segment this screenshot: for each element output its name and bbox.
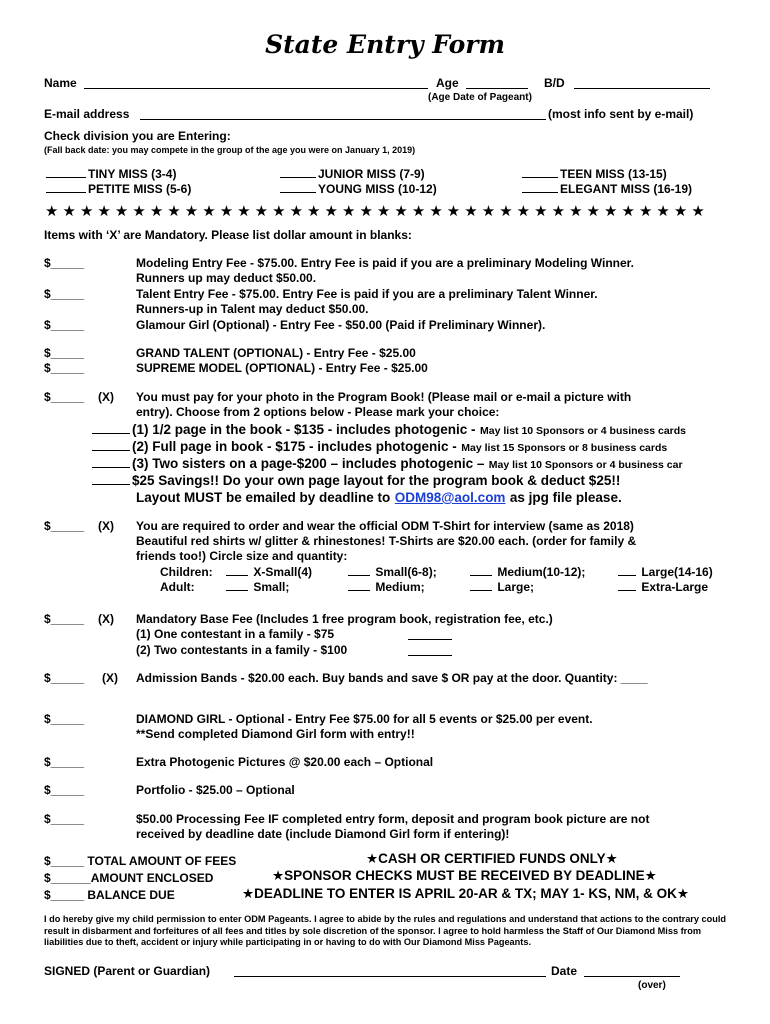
supreme-model-amount[interactable]: $_____ <box>44 361 85 375</box>
photo-option-two-sisters[interactable]: (3) Two sisters on a page-$200 – includes photogenic – May list 10 Sponsors or 4 business car <box>90 455 683 473</box>
child-size-medium[interactable]: Medium(10-12); <box>468 565 585 579</box>
diamond-amount[interactable]: $_____ <box>44 712 85 726</box>
amount-enclosed[interactable]: $______AMOUNT ENCLOSED <box>44 871 214 885</box>
division-tiny[interactable]: TINY MISS (3-4) <box>44 167 176 181</box>
bd-label: B/D <box>544 76 565 90</box>
admission-bands: Admission Bands - $20.00 each. Buy bands and save $ OR pay at the door. Quantity: ____ <box>136 671 648 685</box>
division-note: (Fall back date: you may compete in the group of the age you were on January 1, 2019) <box>44 145 416 155</box>
portfolio-amount[interactable]: $_____ <box>44 783 85 797</box>
tshirt-amount[interactable]: $_____ <box>44 519 85 533</box>
division-junior[interactable]: JUNIOR MISS (7-9) <box>278 167 425 181</box>
processing-amount[interactable]: $_____ <box>44 812 85 826</box>
child-size-xsmall[interactable]: X-Small(4) <box>224 565 312 579</box>
tshirt-mandatory-mark: (X) <box>98 519 114 533</box>
over-note: (over) <box>638 980 666 991</box>
star-icon: ★ <box>272 868 285 883</box>
division-elegant[interactable]: ELEGANT MISS (16-19) <box>520 182 692 196</box>
children-label: Children: <box>160 565 213 579</box>
grand-talent-amount[interactable]: $_____ <box>44 346 85 360</box>
portfolio-fee: Portfolio - $25.00 – Optional <box>136 783 295 797</box>
signed-label: SIGNED (Parent or Guardian) <box>44 964 211 978</box>
photo-mandatory-mark: (X) <box>98 390 114 404</box>
glamour-amount[interactable]: $_____ <box>44 318 85 332</box>
adult-size-xlarge[interactable]: Extra-Large <box>616 580 708 594</box>
division-young[interactable]: YOUNG MISS (10-12) <box>278 182 437 196</box>
legal-text: I do hereby give my child permission to enter ODM Pageants. I agree to abide by the rules and regulations and understand that actions to the contrary could result in disbarment and forfeitures of all fees and titles by sole discretion of the sponsor. I agree to hold harmless the Staff of Our Diamond Miss from liabilities due to theft, accident or injury while participating in or having to do with Our Diamond Miss Pageants. <box>44 914 727 947</box>
talent-fee-line2: Runners-up in Talent may deduct $50.00. <box>136 302 369 316</box>
layout-email-note: Layout MUST be emailed by deadline to ODM98@aol.com as jpg file please. <box>136 490 622 505</box>
base-fee-mandatory-mark: (X) <box>98 612 114 626</box>
talent-fee-line1: Talent Entry Fee - $75.00. Entry Fee is paid if you are a preliminary Talent Winner. <box>136 287 598 301</box>
tshirt-line1: You are required to order and wear the official ODM T-Shirt for interview (same as 2018) <box>136 519 634 533</box>
adult-size-large[interactable]: Large; <box>468 580 534 594</box>
photo-amount[interactable]: $_____ <box>44 390 85 404</box>
photo-line2: entry). Choose from 2 options below - Please mark your choice: <box>136 405 500 419</box>
photo-line1: You must pay for your photo in the Program Book! (Please mail or e-mail a picture with <box>136 390 632 404</box>
deadline-notice: ★DEADLINE TO ENTER IS APRIL 20-AR & TX; MAY 1- KS, NM, & OK★ <box>242 886 690 901</box>
star-icon: ★ <box>644 868 657 883</box>
adult-size-small[interactable]: Small; <box>224 580 289 594</box>
photo-option-own-layout[interactable]: $25 Savings!! Do your own page layout for the program book & deduct $25!! <box>90 472 620 490</box>
email-label: E-mail address <box>44 107 130 121</box>
child-size-large[interactable]: Large(14-16) <box>616 565 713 579</box>
star-icon: ★ <box>676 886 690 901</box>
date-label: Date <box>551 964 578 978</box>
bd-field[interactable] <box>574 88 710 89</box>
base-fee-amount[interactable]: $_____ <box>44 612 85 626</box>
supreme-model-fee: SUPREME MODEL (OPTIONAL) - Entry Fee - $25.00 <box>136 361 428 375</box>
modeling-amount[interactable]: $_____ <box>44 256 85 270</box>
two-contestants-field[interactable] <box>408 655 452 656</box>
extra-photo-amount[interactable]: $_____ <box>44 755 85 769</box>
modeling-fee-line1: Modeling Entry Fee - $75.00. Entry Fee is paid if you are a preliminary Modeling Winner. <box>136 256 635 270</box>
extra-photogenic: Extra Photogenic Pictures @ $20.00 each – Optional <box>136 755 434 769</box>
age-note: (Age Date of Pageant) <box>428 92 532 103</box>
division-heading: Check division you are Entering: <box>44 129 231 143</box>
star-icon: ★ <box>605 851 618 866</box>
division-petite[interactable]: PETITE MISS (5-6) <box>44 182 191 196</box>
name-label: Name <box>44 76 77 90</box>
age-label: Age <box>436 76 459 90</box>
cash-notice: ★CASH OR CERTIFIED FUNDS ONLY★ <box>366 851 618 866</box>
admission-mandatory-mark: (X) <box>102 671 118 685</box>
processing-line2: received by deadline date (include Diamond Girl form if entering)! <box>136 827 510 841</box>
date-field[interactable] <box>584 976 680 977</box>
grand-talent-fee: GRAND TALENT (OPTIONAL) - Entry Fee - $25.00 <box>136 346 416 360</box>
balance-due[interactable]: $_____ BALANCE DUE <box>44 888 175 902</box>
base-fee-one-contestant: (1) One contestant in a family - $75 <box>136 627 335 641</box>
adult-size-medium[interactable]: Medium; <box>346 580 425 594</box>
one-contestant-field[interactable] <box>408 639 452 640</box>
age-field[interactable] <box>466 88 528 89</box>
name-field[interactable] <box>84 88 428 89</box>
sponsor-notice: ★SPONSOR CHECKS MUST BE RECEIVED BY DEADLINE★ <box>272 868 657 883</box>
email-note: (most info sent by e-mail) <box>548 107 694 121</box>
modeling-fee-line2: Runners up may deduct $50.00. <box>136 271 317 285</box>
star-divider: ★ ★ ★ ★ ★ ★ ★ ★ ★ ★ ★ ★ ★ ★ ★ ★ ★ ★ ★ ★ ★ ★ ★ ★ ★ ★ ★ ★ ★ ★ ★ ★ ★ ★ ★ ★ ★ ★ <box>45 203 705 220</box>
base-fee-two-contestants: (2) Two contestants in a family - $100 <box>136 643 348 657</box>
glamour-fee: Glamour Girl (Optional) - Entry Fee - $50.00 (Paid if Preliminary Winner). <box>136 318 546 332</box>
tshirt-line3: friends too!) Circle size and quantity: <box>136 549 348 563</box>
star-icon: ★ <box>366 851 379 866</box>
photo-option-half-page[interactable]: (1) 1/2 page in the book - $135 - includes photogenic - May list 10 Sponsors or 4 business cards <box>90 421 686 439</box>
email-link[interactable]: ODM98@aol.com <box>394 490 506 505</box>
star-icon: ★ <box>242 886 255 901</box>
photo-option-full-page[interactable]: (2) Full page in book - $175 - includes photogenic - May list 15 Sponsors or 8 business cards <box>90 438 667 456</box>
diamond-line2: **Send completed Diamond Girl form with entry!! <box>136 727 415 741</box>
adult-label: Adult: <box>160 580 195 594</box>
mandatory-note: Items with ‘X’ are Mandatory. Please list dollar amount in blanks: <box>44 228 412 242</box>
base-fee-line1: Mandatory Base Fee (Includes 1 free program book, registration fee, etc.) <box>136 612 553 626</box>
talent-amount[interactable]: $_____ <box>44 287 85 301</box>
signature-field[interactable] <box>234 976 546 977</box>
email-field[interactable] <box>140 119 546 120</box>
division-teen[interactable]: TEEN MISS (13-15) <box>520 167 667 181</box>
total-amount-fees[interactable]: $_____ TOTAL AMOUNT OF FEES <box>44 854 237 868</box>
form-title: State Entry Form <box>265 30 505 59</box>
processing-line1: $50.00 Processing Fee IF completed entry form, deposit and program book picture are not <box>136 812 650 826</box>
admission-amount[interactable]: $_____ <box>44 671 85 685</box>
tshirt-line2: Beautiful red shirts w/ glitter & rhinestones! T-Shirts are $20.00 each. (order for family & <box>136 534 637 548</box>
child-size-small[interactable]: Small(6-8); <box>346 565 437 579</box>
diamond-line1: DIAMOND GIRL - Optional - Entry Fee $75.00 for all 5 events or $25.00 per event. <box>136 712 593 726</box>
